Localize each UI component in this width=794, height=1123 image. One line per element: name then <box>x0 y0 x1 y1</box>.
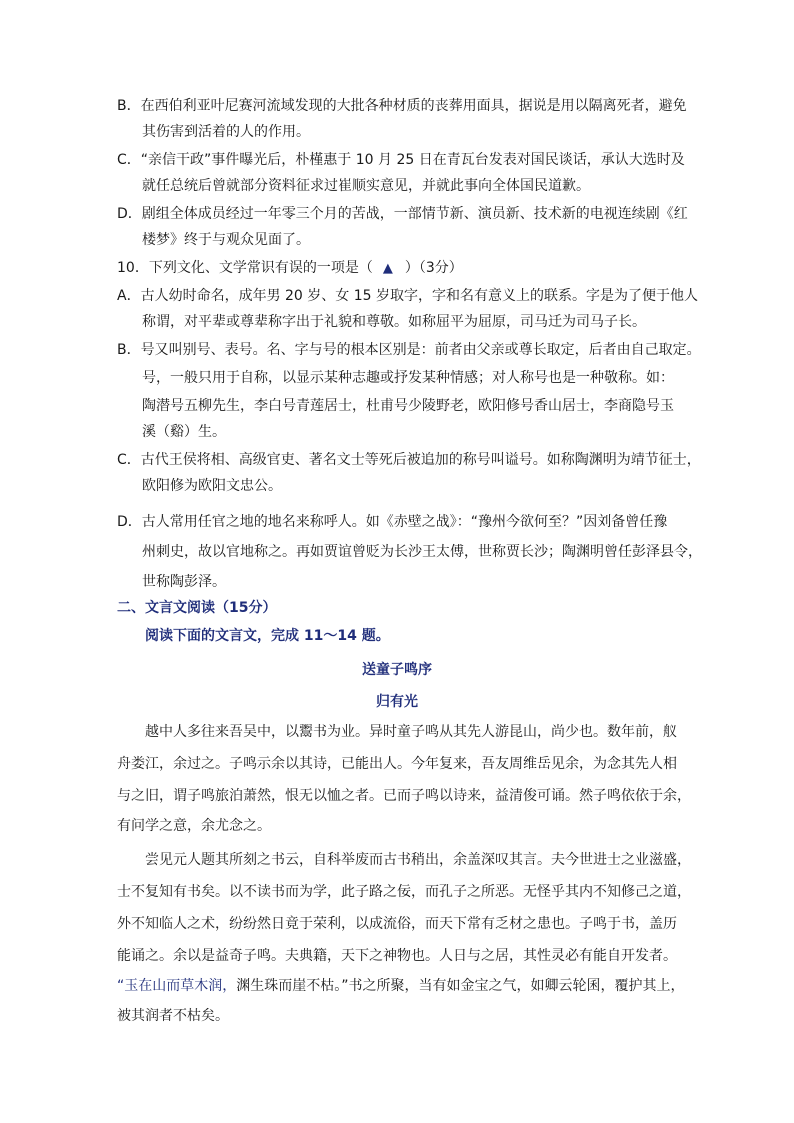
passage-line: 能诵之。余以是益奇子鸣。夫典籍，天下之神物也。人日与之居，其性灵必有能自开发者。 <box>117 948 677 964</box>
q10-stem <box>117 258 463 279</box>
passage-line: 与之旧，谓子鸣旅泊萧然，恨无以恤之者。已而子鸣以诗来，益清俊可诵。然子鸣依依于余， <box>117 788 691 804</box>
q10-option-c: C．古代王侯将相、高级官吏、著名文士等死后被追加的称号叫谥号。如称陶渊明为靖节征士， <box>117 452 701 468</box>
passage-line-rest: 渊生珠而崖不枯。”书之所聚，当有如金宝之气，如卿云轮囷，覆护其上， <box>236 978 685 994</box>
q10-option-d-cont2: 世称陶彭泽。 <box>142 574 226 590</box>
q9-option-c-cont: 就任总统后曾就部分资料征求过崔顺实意见，并就此事向全体国民道歉。 <box>142 178 590 194</box>
q9-option-d: D．剧组全体成员经过一年零三个月的苦战，一部情节新、演员新、技术新的电视连续剧《红 <box>117 206 688 222</box>
answer-marker-icon: ▲ <box>382 261 393 276</box>
passage-author: 归有光 <box>376 694 418 710</box>
q10-option-b-cont1: 号，一般只用于自称，以显示某种志趣或抒发某种情感；对人称号也是一种敬称。如： <box>142 370 674 386</box>
passage-line: 舟娄江，余过之。子鸣示余以其诗，已能出人。今年复来，吾友周维岳见余，为念其先人相 <box>117 756 677 772</box>
q9-option-d-cont: 楼梦》终于与观众见面了。 <box>142 232 310 248</box>
q10-stem-score: ）（3分） <box>404 260 463 276</box>
passage-line: 有问学之意，余尤念之。 <box>117 818 271 834</box>
passage-line: 被其润者不枯矣。 <box>117 1008 229 1024</box>
q10-option-b: B．号又叫别号、表号。名、字与号的根本区别是：前者由父亲或尊长取定，后者由自己取定。 <box>117 342 701 358</box>
q9-option-b-cont: 其伤害到活着的人的作用。 <box>142 124 310 140</box>
passage-line: 外不知临人之术，纷纷然日竟于荣利，以成流俗，而天下常有乏材之患也。子鸣于书，盖历 <box>117 916 677 932</box>
q9-option-b: B．在西伯利亚叶尼赛河流域发现的大批各种材质的丧葬用面具，据说是用以隔离死者，避免 <box>117 98 687 114</box>
q10-option-b-cont3: 溪（谿）生。 <box>142 424 226 440</box>
q10-option-d-cont1: 州刺史，故以官地称之。再如贾谊曾贬为长沙王太傅，世称贾长沙；陶渊明曾任彭泽县令， <box>142 544 702 560</box>
q10-option-a-cont: 称谓，对平辈或尊辈称字出于礼貌和尊敬。如称屈平为屈原，司马迁为司马子长。 <box>142 314 646 330</box>
q10-option-a: A．古人幼时命名，成年男 20 岁、女 15 岁取字，字和名有意义上的联系。字是为了便于他人 <box>117 288 699 304</box>
passage-line <box>117 976 685 996</box>
q10-stem-text: 10．下列文化、文学常识有误的一项是（ <box>117 260 373 276</box>
passage-line: 士不复知有书矣。以不读书而为学，此子路之佞，而孔子之所恶。无怪乎其内不知修己之道， <box>117 884 691 900</box>
q10-option-c-cont: 欧阳修为欧阳文忠公。 <box>142 478 282 494</box>
q10-option-d: D．古人常用任官之地的地名来称呼人。如《赤壁之战》：“豫州今欲何至？”因刘备曾任豫 <box>117 514 668 530</box>
q10-option-b-cont2: 陶潜号五柳先生，李白号青莲居士，杜甫号少陵野老，欧阳修号香山居士，李商隐号玉 <box>142 398 674 414</box>
passage-quote: “玉在山而草木润， <box>117 978 237 994</box>
passage-title: 送童子鸣序 <box>362 662 432 678</box>
passage-line: 越中人多往来吾吴中，以鬻书为业。异时童子鸣从其先人游昆山，尚少也。数年前，舣 <box>145 724 677 740</box>
section-heading: 二、文言文阅读（15分） <box>117 600 277 616</box>
passage-line: 尝见元人题其所刻之书云，自科举废而古书稍出，余盖深叹其言。夫今世进士之业滋盛， <box>145 852 691 868</box>
section-instruction: 阅读下面的文言文，完成 11～14 题。 <box>145 628 390 644</box>
q9-option-c: C．“亲信干政”事件曝光后，朴槿惠于 10 月 25 日在青瓦台发表对国民谈话，承认大选时及 <box>117 152 685 168</box>
